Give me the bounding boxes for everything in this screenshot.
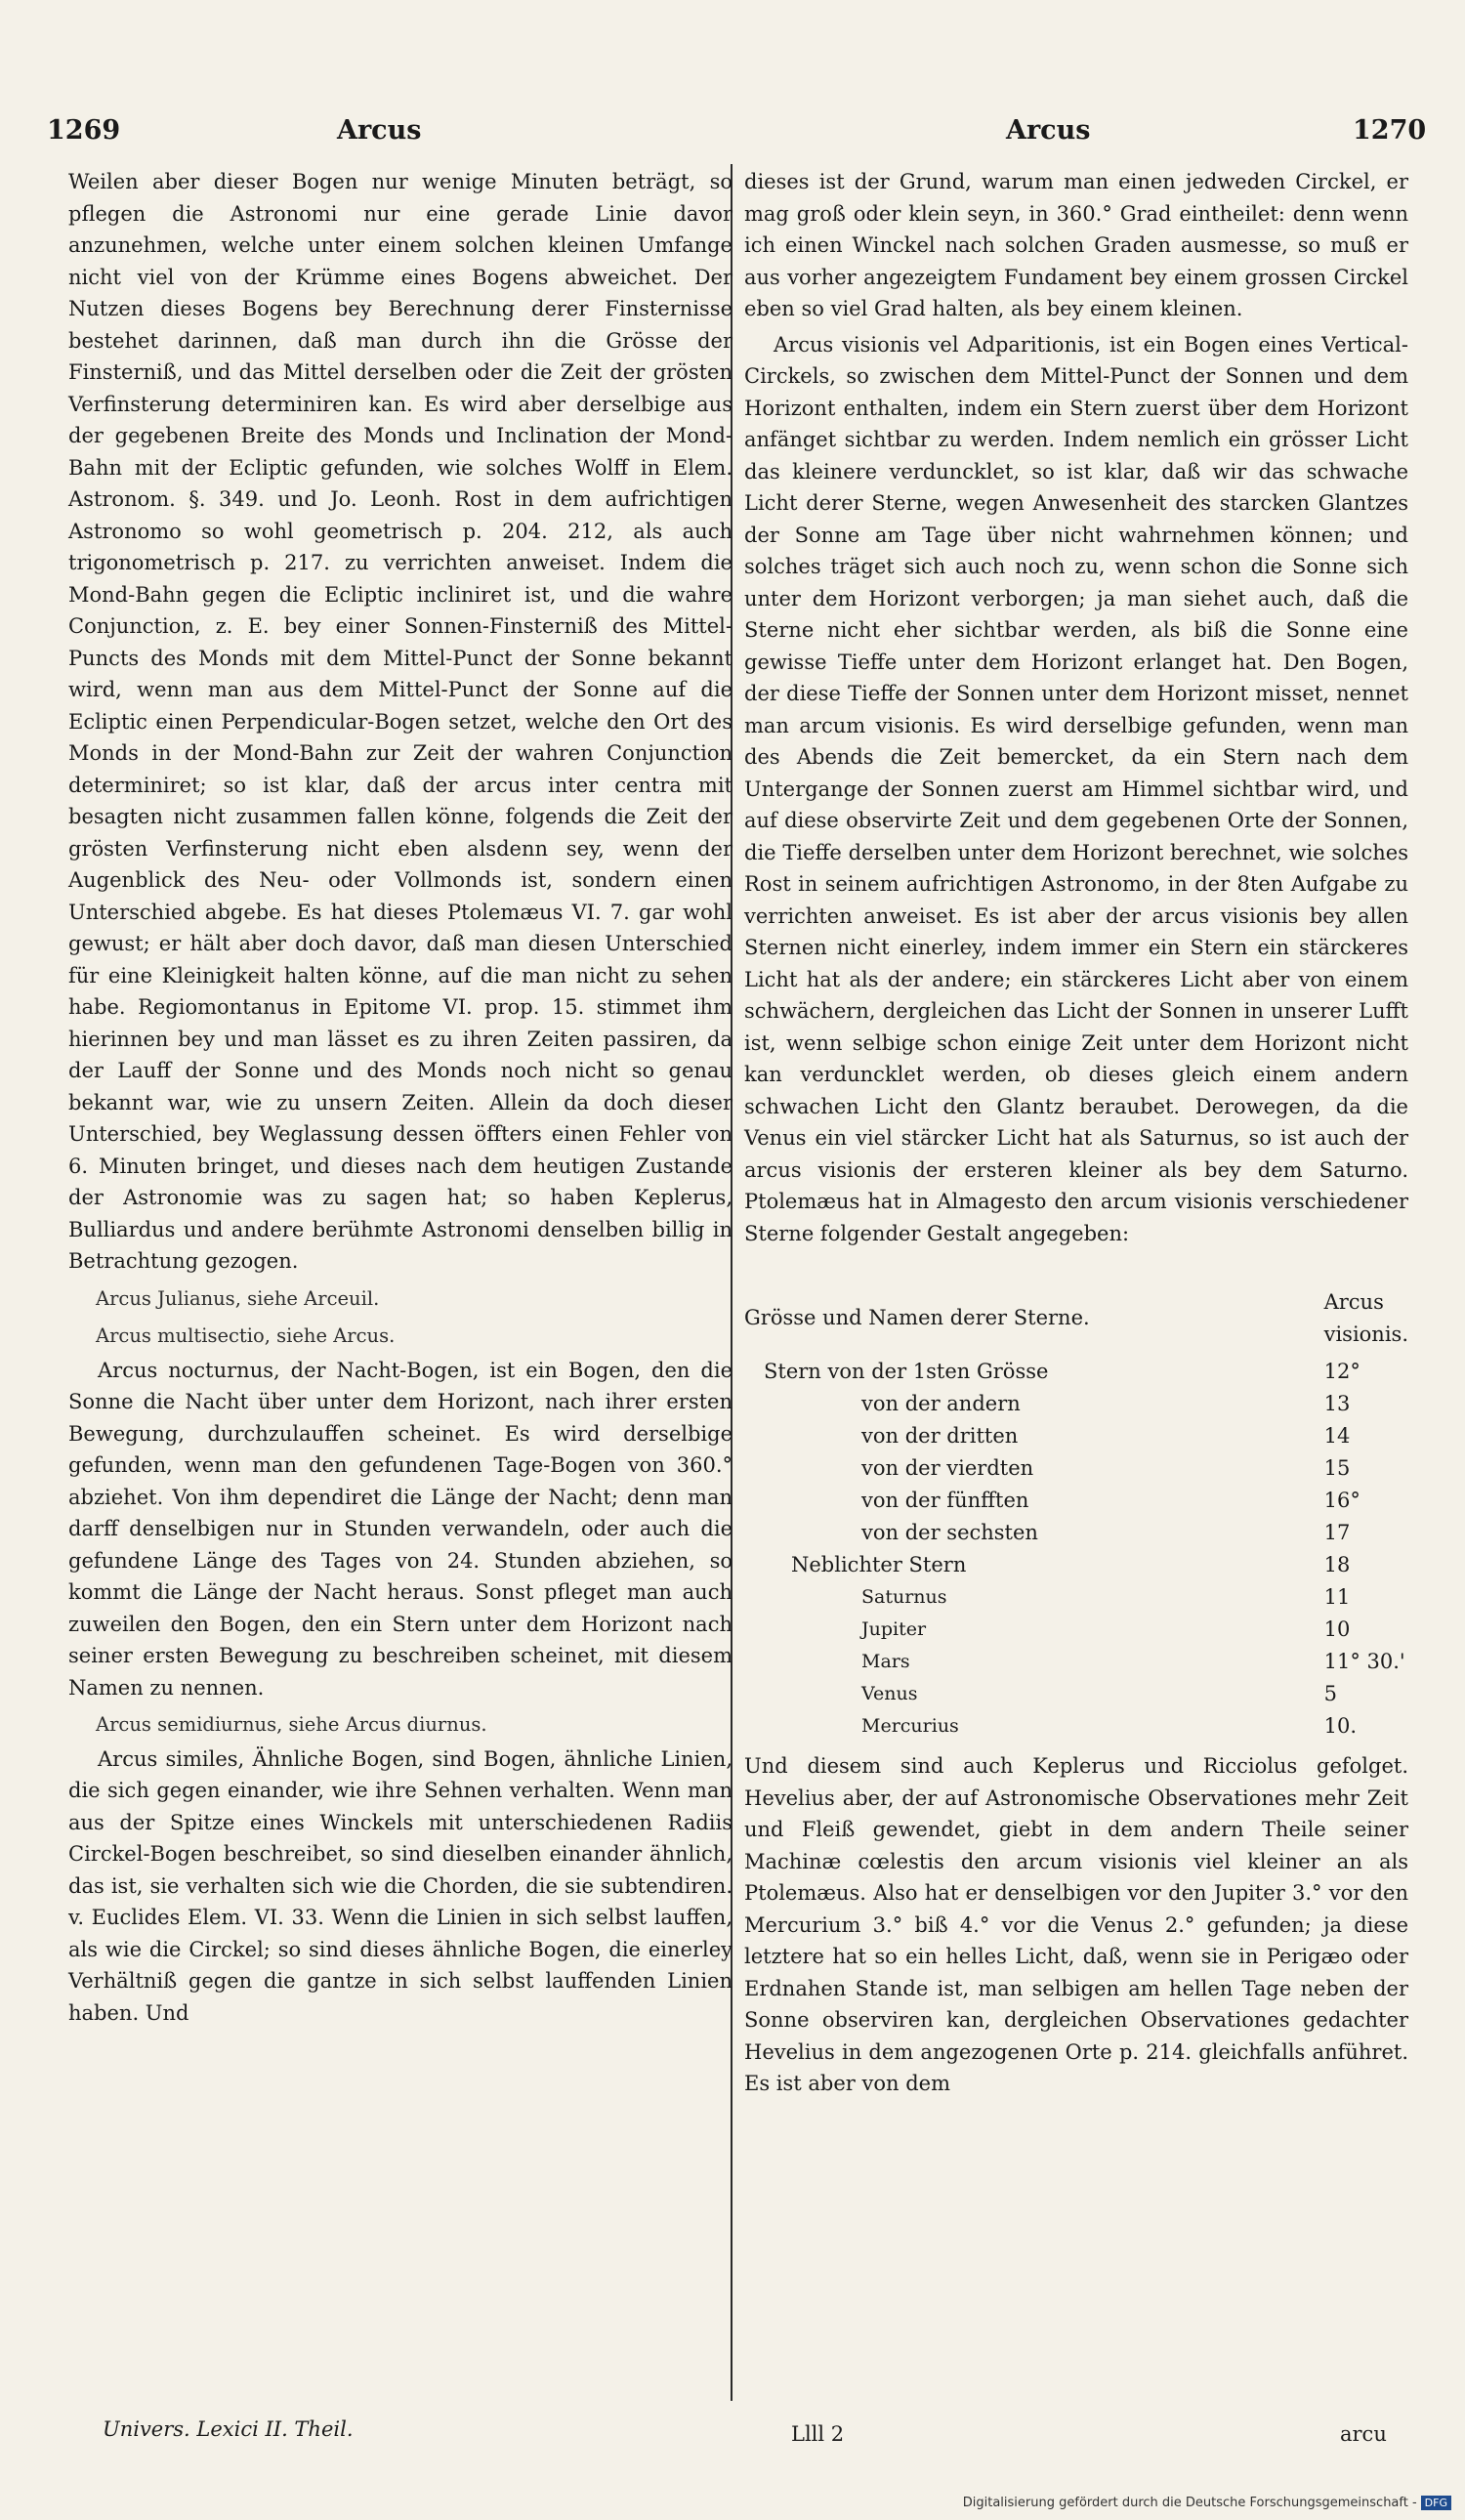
table-row [744, 1420, 1408, 1452]
table-header: Arcus visionis. [1323, 1290, 1409, 1346]
paragraph: Arcus similes, Ähnliche Bogen, sind Bogen, ähnliche Linien, die sich gegen einander, wie ihre Sehnen verhalten. Wenn man aus der Spitze eines Winckels mit unterschiedenen Radiis Circkel-Bogen beschreibet, so sind dieselben einander ähnlich, das ist, sie verhalten sich wie die Chorden, die sie subtendiren. v. Euclides Elem. VI. 33. Wenn die Linien in sich selbst lauffen, als wie die Circkel; so sind dieses ähnliche Bogen, die einerley Verhältniß gegen die gantze in sich selbst lauffenden Linien haben. Und [68, 1746, 732, 2025]
arcus-visionis-table [744, 1286, 1408, 1743]
table-row [744, 1549, 1408, 1581]
catchword: arcu [1340, 2422, 1387, 2446]
table-cell: 18 [1323, 1553, 1351, 1576]
table-cell: 13 [1323, 1392, 1351, 1415]
table-cell: Stern von der 1sten Grösse [764, 1360, 1049, 1383]
table-cell: 10 [1323, 1617, 1351, 1641]
table-row [744, 1485, 1408, 1517]
digitization-note [963, 2496, 1451, 2510]
table-cell: 17 [1323, 1521, 1351, 1544]
table-row [744, 1452, 1408, 1485]
table-cell: von der andern [861, 1392, 1021, 1415]
table-row [744, 1646, 1408, 1678]
signature-line: Univers. Lexici II. Theil. [103, 2417, 354, 2441]
table-cell: Mars [861, 1651, 910, 1672]
table-cell: Venus [861, 1683, 918, 1704]
table-cell: 10. [1323, 1714, 1357, 1738]
table-row [744, 1388, 1408, 1420]
cross-reference: Arcus multisectio, siehe Arcus. [96, 1324, 396, 1347]
paragraph: Und diesem sind auch Keplerus und Ricciolus gefolget. Hevelius aber, der auf Astronomische Observationes mehr Zeit und Fleiß gewendet, giebt in dem andern Theile seiner Machinæ cœlestis den arcum visionis viel kleiner an als Ptolemæus. Also hat er denselbigen vor den Jupiter 3.° vor den Mercurium 3.° biß 4.° vor die Venus 2.° gefunden; ja diese letztere hat so ein helles Licht, daß, wenn sie in Perigæo oder Erdnahen Stande ist, man selbigen am hellen Tage neben der Sonne observiren kan, dergleichen Observationes gedachter Hevelius in dem angezogenen Orte p. 214. gleichfalls anführet. Es ist aber von dem [744, 1754, 1408, 2095]
paragraph: Arcus visionis vel Adparitionis, ist ein Bogen eines Vertical-Circkels, so zwischen dem Mittel-Punct der Sonnen und dem Horizont enthalten, indem ein Stern zuerst über dem Horizont anfänget sichtbar zu werden. Indem nemlich ein grösser Licht das kleinere verduncklet, so ist klar, daß wir das schwache Licht derer Sterne, wegen Anwesenheit des starcken Glantzes der Sonne am Tage über nicht wahrnehmen können; und solches träget sich auch noch zu, wenn schon die Sonne sich unter dem Horizont verborgen; ja man siehet auch, daß die Sterne nicht eher sichtbar werden, als biß die Sonne eine gewisse Tieffe unter dem Horizont erlanget hat. Den Bogen, der diese Tieffe der Sonnen unter dem Horizont misset, nennet man arcum visionis. Es wird derselbige gefunden, wenn man des Abends die Zeit bemercket, da ein Stern nach dem Untergange der Sonnen zuerst am Himmel sichtbar wird, und auf diese observirte Zeit und dem gegebenen Orte der Sonnen, die Tieffe derselben unter dem Horizont berechnet, wie solches Rost in seinem aufrichtigen Astronomo, in der 8ten Aufgabe zu verrichten anweiset. Es ist aber der arcus visionis bey allen Sternen nicht einerley, indem immer ein Stern ein stärckeres Licht hat als der andere; ein stärckeres Licht aber von einem schwächern, dergleichen das Licht der Sonnen in unserer Lufft ist, wenn selbige schon einige Zeit unter dem Horizont nicht kan verduncklet werden, ob dieses gleich einem andern schwachen Licht den Glantz beraubet. Derowegen, da die Venus ein viel stärcker Licht hat als Saturnus, so ist auch der arcus visionis der ersteren kleiner als bey dem Saturno. Ptolemæus hat in Almagesto den arcum visionis verschiedener Sterne folgender Gestalt angegeben: [744, 332, 1408, 1245]
page-number-left: 1269 [47, 115, 121, 146]
table-cell: 5 [1323, 1682, 1337, 1705]
table-cell: Mercurius [861, 1715, 959, 1737]
dfg-logo: DFG [1421, 2496, 1451, 2510]
table-row [744, 1678, 1408, 1710]
table-cell: 11° 30.' [1323, 1650, 1405, 1673]
table-row [744, 1356, 1408, 1388]
paragraph: Weilen aber dieser Bogen nur wenige Minuten beträgt, so pflegen die Astronomi nur eine gerade Linie davor anzunehmen, welche unter einem solchen kleinen Umfange nicht viel von der Krümme eines Bogens abweichet. Der Nutzen dieses Bogens bey Berechnung derer Finsternisse bestehet darinnen, daß man durch ihn die Grösse der Finsterniß, und das Mittel derselben oder die Zeit der grösten Verfinsterung determiniren kan. Es wird aber derselbige aus der gegebenen Breite des Monds und Inclination der Mond-Bahn mit der Ecliptic gefunden, wie solches Wolff in Elem. Astronom. §. 349. und Jo. Leonh. Rost in dem aufrichtigen Astronomo so wohl geometrisch p. 204. 212, als auch trigonometrisch p. 217. zu verrichten anweiset. Indem die Mond-Bahn gegen die Ecliptic incliniret ist, und die wahre Conjunction, z. E. bey einer Sonnen-Finsterniß des Mittel-Puncts des Monds mit dem Mittel-Punct der Sonne bekannt wird, wenn man aus dem Mittel-Punct der Sonne auf die Ecliptic einen Perpendicular-Bogen setzet, welche den Ort des Monds in der Mond-Bahn zur Zeit der wahren Conjunction determiniret; so ist klar, daß der arcus inter centra mit besagten nicht zusammen fallen könne, folgends die Zeit der grösten Verfinsterung nicht eben alsdenn sey, wenn der Augenblick des Neu- oder Vollmonds ist, sondern einen Unterschied abgebe. Es hat dieses Ptolemæus VI. 7. gar wohl gewust; er hält aber doch davor, daß man diesen Unterschied für eine Kleinigkeit halten könne, auf die man nicht zu sehen habe. Regiomontanus in Epitome VI. prop. 15. stimmet ihm hierinnen bey und man lässet es zu ihren Zeiten passiren, da der Lauff der Sonne und des Monds noch nicht so genau bekannt war, wie zu unsern Zeiten. Allein da doch dieser Unterschied, bey Weglassung dessen öffters einen Fehler von 6. Minuten bringet, und dieses nach dem heutigen Zustande der Astronomie was zu sagen hat; so haben Keplerus, Bulliardus und andere berühmte Astronomi denselben billig in Betrachtung gezogen. [68, 170, 732, 1273]
left-column [68, 166, 732, 2033]
table-cell: 16° [1323, 1489, 1360, 1512]
table-cell: Saturnus [861, 1586, 947, 1608]
digitization-text: Digitalisierung gefördert durch die Deutsche Forschungsgemeinschaft - [962, 2496, 1417, 2510]
table-cell: 15 [1323, 1456, 1351, 1480]
table-row [744, 1581, 1408, 1614]
table-cell: von der dritten [861, 1424, 1019, 1448]
table-row [744, 1710, 1408, 1743]
right-column [744, 166, 1408, 2104]
running-head-left: Arcus [337, 115, 422, 146]
paragraph: dieses ist der Grund, warum man einen jedweden Circkel, er mag groß oder klein seyn, in 360.° Grad eintheilet: denn wenn ich einen Winckel nach solchen Graden ausmesse, so muß er aus vorher angezeigtem Fundament bey einem grossen Circkel eben so viel Grad halten, als bey einem kleinen. [744, 170, 1408, 320]
sheet-mark: Llll 2 [791, 2422, 845, 2446]
table-header: Grösse und Namen derer Sterne. [744, 1306, 1090, 1330]
table-cell: Jupiter [861, 1618, 927, 1640]
table-cell: von der sechsten [861, 1521, 1038, 1544]
running-head-right: Arcus [1006, 115, 1091, 146]
table-cell: Neblichter Stern [791, 1553, 967, 1576]
table-row [744, 1614, 1408, 1646]
table-cell: von der vierdten [861, 1456, 1034, 1480]
cross-reference: Arcus semidiurnus, siehe Arcus diurnus. [96, 1713, 487, 1736]
table-cell: 14 [1323, 1424, 1351, 1448]
table-cell: 12° [1323, 1360, 1360, 1383]
table-cell: 11 [1323, 1585, 1351, 1609]
paragraph: Arcus nocturnus, der Nacht-Bogen, ist ein Bogen, den die Sonne die Nacht über unter dem Horizont, nach ihrer ersten Bewegung, durchzulauffen scheinet. Es wird derselbige gefunden, wenn man den gefundenen Tage-Bogen von 360.° abziehet. Von ihm dependiret die Länge der Nacht; denn man darff denselbigen nur in Stunden verwandeln, oder auch die gefundene Länge des Tages von 24. Stunden abziehen, so kommt die Länge der Nacht heraus. Sonst pfleget man auch zuweilen den Bogen, den ein Stern unter dem Horizont nach seiner ersten Bewegung zu beschreiben scheinet, mit diesem Namen zu nennen. [68, 1358, 732, 1700]
cross-reference: Arcus Julianus, siehe Arceuil. [96, 1286, 380, 1310]
table-row [744, 1517, 1408, 1549]
page-number-right: 1270 [1353, 115, 1427, 146]
table-cell: von der fünfften [861, 1489, 1029, 1512]
